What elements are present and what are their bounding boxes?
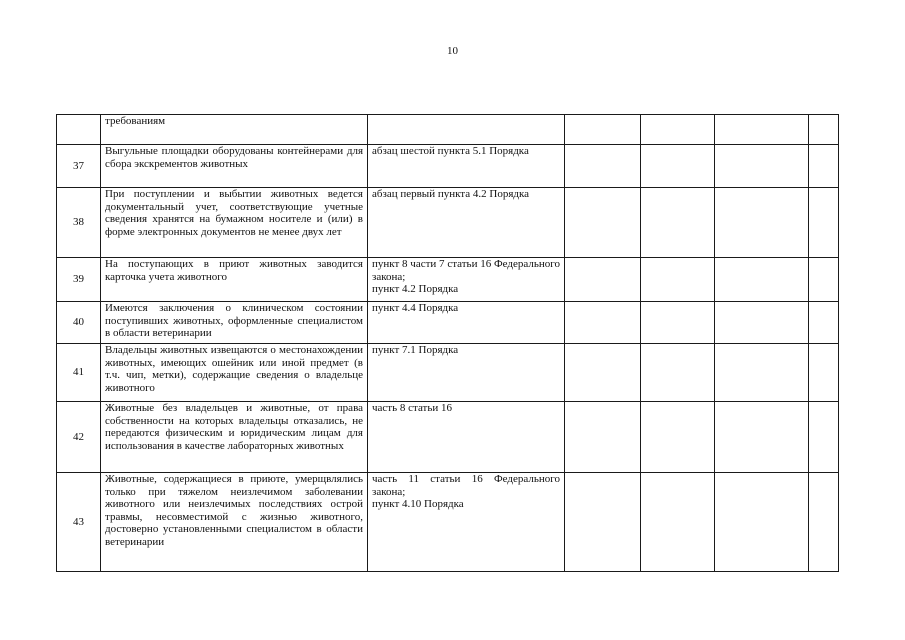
answer-cell — [565, 258, 641, 302]
requirement-cell: Выгульные площадки оборудованы контейнерами для сбора экскрементов животных — [101, 145, 368, 188]
reference-cell — [368, 302, 565, 344]
answer-cell — [565, 344, 641, 402]
answer-cell — [809, 402, 839, 473]
table-row — [57, 344, 839, 402]
table-row — [57, 473, 839, 572]
answer-cell — [565, 145, 641, 188]
row-number: 42 — [57, 402, 101, 473]
row-number: 38 — [57, 188, 101, 258]
page-number: 10 — [447, 45, 458, 57]
reference-cell — [368, 402, 565, 473]
answer-cell — [641, 145, 715, 188]
answer-cell — [715, 473, 809, 572]
reference-line: пункт 4.2 Порядка — [372, 283, 459, 296]
reference-line: часть 8 статьи 16 — [372, 402, 453, 414]
answer-cell — [641, 473, 715, 572]
answer-cell — [641, 115, 715, 145]
answer-cell — [715, 258, 809, 302]
reference-cell — [368, 473, 565, 572]
answer-cell — [565, 402, 641, 473]
answer-cell — [809, 258, 839, 302]
number-cell — [57, 115, 101, 145]
table-row — [57, 145, 839, 188]
answer-cell — [715, 188, 809, 258]
answer-cell — [809, 473, 839, 572]
answer-cell — [715, 145, 809, 188]
answer-cell — [641, 302, 715, 344]
reference-cell — [368, 258, 565, 302]
answer-cell — [565, 302, 641, 344]
answer-cell — [809, 188, 839, 258]
requirement-cell: При поступлении и выбытии животных ведется документальный учет, соответствующие учетные сведения хранятся на бумажном носителе и (или) в форме электронных документов не менее двух лет — [101, 188, 368, 258]
reference-line: пункт 8 части 7 статьи 16 Федерального закона; — [372, 258, 560, 283]
answer-cell — [641, 402, 715, 473]
answer-cell — [565, 115, 641, 145]
answer-cell — [715, 344, 809, 402]
requirement-cell: Животные, содержащиеся в приюте, умерщвлялись только при тяжелом неизлечимом заболевании животного или неизлечимых последствиях острой травмы, несовместимой с жизнью животного, достоверно установленными специалистом в области ветеринарии — [101, 473, 368, 572]
requirement-cell: Животные без владельцев и животные, от права собственности на которых владельцы отказались, не передаются физическим и юридическим лицам для использования в качестве лабораторных животных — [101, 402, 368, 473]
table-row — [57, 258, 839, 302]
answer-cell — [809, 145, 839, 188]
requirement-cell: требованиям — [101, 115, 368, 145]
answer-cell — [809, 344, 839, 402]
reference-line: часть 11 статьи 16 Федерального закона; — [372, 473, 560, 498]
table-row-continuation — [57, 115, 839, 145]
reference-cell — [368, 145, 565, 188]
answer-cell — [641, 344, 715, 402]
reference-cell — [368, 344, 565, 402]
answer-cell — [715, 115, 809, 145]
requirement-cell: Владельцы животных извещаются о местонахождении животных, имеющих ошейник или иной предмет (в т.ч. чип, метки), содержащие сведения о владельце животного — [101, 344, 368, 402]
table-row — [57, 188, 839, 258]
answer-cell — [641, 258, 715, 302]
requirement-cell: На поступающих в приют животных заводится карточка учета животного — [101, 258, 368, 302]
checklist-table — [56, 114, 839, 572]
reference-line: пункт 4.4 Порядка — [372, 302, 459, 314]
reference-cell — [368, 115, 565, 145]
reference-line: пункт 4.10 Порядка — [372, 498, 464, 511]
reference-line: абзац первый пункта 4.2 Порядка — [372, 188, 530, 200]
row-number: 41 — [57, 344, 101, 402]
answer-cell — [809, 302, 839, 344]
table-row — [57, 302, 839, 344]
answer-cell — [641, 188, 715, 258]
row-number: 37 — [57, 145, 101, 188]
row-number: 43 — [57, 473, 101, 572]
reference-line: пункт 7.1 Порядка — [372, 344, 459, 356]
row-number: 40 — [57, 302, 101, 344]
answer-cell — [809, 115, 839, 145]
answer-cell — [565, 473, 641, 572]
answer-cell — [715, 402, 809, 473]
reference-cell — [368, 188, 565, 258]
answer-cell — [715, 302, 809, 344]
row-number: 39 — [57, 258, 101, 302]
table-row — [57, 402, 839, 473]
reference-line: абзац шестой пункта 5.1 Порядка — [372, 145, 529, 157]
requirement-cell: Имеются заключения о клиническом состоянии поступивших животных, оформленные специалистом в области ветеринарии — [101, 302, 368, 344]
answer-cell — [565, 188, 641, 258]
